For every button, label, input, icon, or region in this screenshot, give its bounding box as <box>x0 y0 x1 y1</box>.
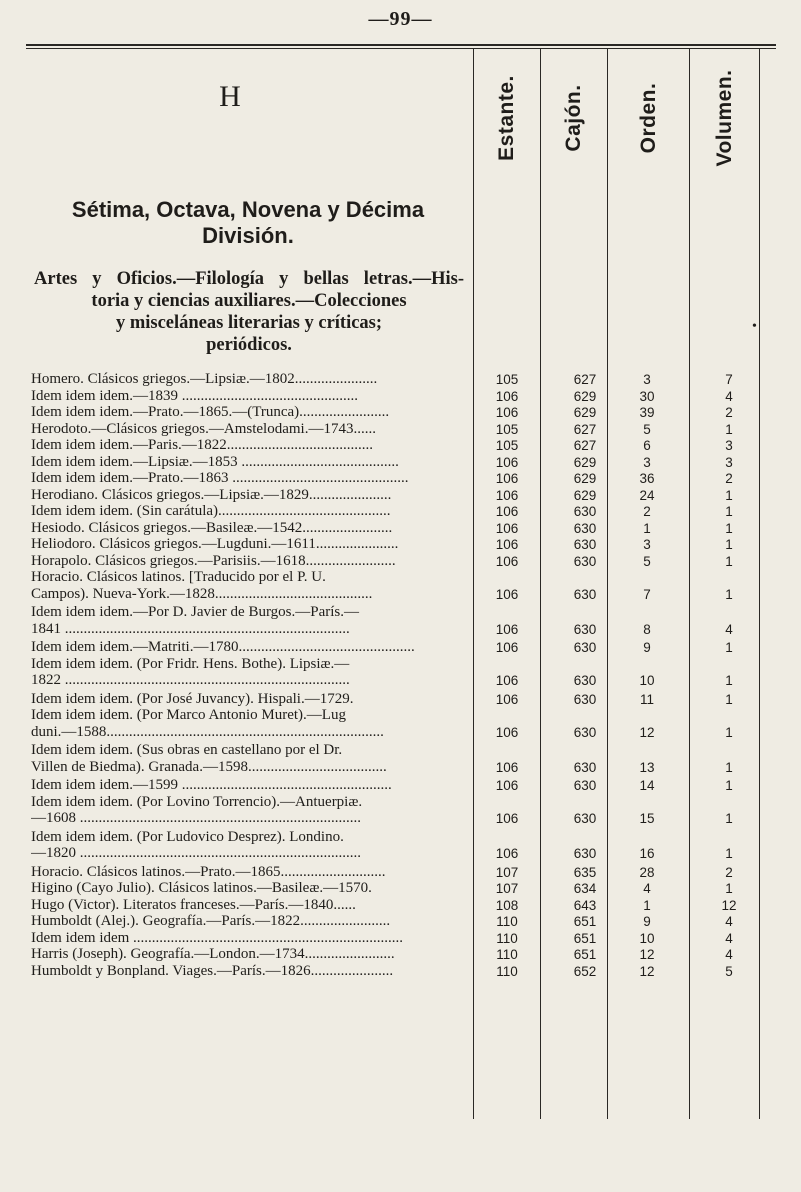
cell-cajon: 629 <box>573 471 597 486</box>
entry-text: Horapolo. Clásicos griegos.—Parisiis.—1618........................ <box>31 553 396 569</box>
cell-orden: 7 <box>643 586 651 602</box>
entry-text: Idem idem idem.—Matriti.—1780............................................... <box>31 640 415 655</box>
cell-estante: 106 <box>495 388 519 404</box>
table-row <box>0 521 801 538</box>
cell-cajon: 630 <box>573 811 597 826</box>
cell-cajon: 630 <box>573 778 597 793</box>
cell-orden: 13 <box>639 759 655 775</box>
table-row <box>0 537 801 554</box>
entry-text: Higino (Cayo Julio). Clásicos latinos.—Basileæ.—1570. <box>31 881 372 896</box>
table-row <box>0 372 801 389</box>
cell-orden: 12 <box>639 724 655 740</box>
cell-cajon: 627 <box>573 372 597 387</box>
entry-text: Herodoto.—Clásicos griegos.—Amstelodami.—1743...... <box>31 421 376 437</box>
entry-text: Idem idem idem.—1839 ............................................... <box>31 388 359 404</box>
cell-cajon: 629 <box>573 405 597 420</box>
table-row <box>0 640 801 657</box>
table-row <box>0 947 801 964</box>
table-row <box>0 405 801 422</box>
cell-volumen: 1 <box>725 691 733 707</box>
cell-estante: 106 <box>495 487 519 503</box>
cell-estante: 106 <box>495 621 519 637</box>
section-title-line: periódicos. <box>206 335 292 355</box>
cell-cajon: 627 <box>573 421 597 437</box>
cell-cajon: 630 <box>573 520 597 536</box>
cell-volumen: 1 <box>725 537 733 552</box>
cell-cajon: 630 <box>573 553 597 569</box>
entry-text: 1822 ............................................................................ <box>31 673 350 688</box>
cell-estante: 106 <box>495 520 519 536</box>
cell-cajon: 630 <box>573 621 597 637</box>
cell-volumen: 1 <box>725 811 733 826</box>
cell-orden: 5 <box>643 553 651 569</box>
cell-orden: 12 <box>639 947 655 962</box>
section-letter: H <box>219 80 241 113</box>
cell-cajon: 652 <box>573 963 597 979</box>
cell-volumen: 1 <box>725 673 733 688</box>
cell-estante: 106 <box>495 691 519 707</box>
cell-estante: 105 <box>495 421 519 437</box>
cell-estante: 110 <box>496 930 518 946</box>
table-row <box>0 554 801 571</box>
cell-orden: 15 <box>639 811 655 826</box>
cell-volumen: 1 <box>725 586 733 602</box>
cell-estante: 110 <box>496 914 518 929</box>
table-row <box>0 914 801 931</box>
cell-cajon: 630 <box>573 691 597 707</box>
table-row <box>0 488 801 505</box>
entry-text: Humboldt (Alej.). Geografía.—París.—1822........................ <box>31 914 391 929</box>
entry-text: Horacio. Clásicos latinos. [Traducido por el P. U. <box>31 570 326 585</box>
cell-estante: 107 <box>495 864 519 880</box>
top-rule <box>26 44 776 46</box>
cell-estante: 106 <box>495 640 519 655</box>
cell-orden: 28 <box>639 864 655 880</box>
cell-estante: 106 <box>495 537 519 552</box>
cell-volumen: 1 <box>725 724 733 740</box>
page-number: —99— <box>368 8 433 30</box>
cell-orden: 4 <box>643 881 651 896</box>
entry-text: Idem idem idem ........................................................................ <box>31 930 404 946</box>
entry-text: Idem idem idem.—Prato.—1863 ............................................... <box>31 471 409 486</box>
entry-text: Idem idem idem.—Paris.—1822....................................... <box>31 438 374 453</box>
cell-orden: 3 <box>643 372 651 387</box>
cell-cajon: 629 <box>573 454 597 470</box>
entry-text: Idem idem idem.—Prato.—1865.—(Trunca)........................ <box>31 405 390 420</box>
cell-estante: 106 <box>495 454 519 470</box>
cell-estante: 106 <box>495 759 519 775</box>
column-header-estante <box>474 58 540 178</box>
cell-estante: 110 <box>496 963 518 979</box>
cell-estante: 105 <box>495 438 519 453</box>
entry-text: Idem idem idem. (Por Fridr. Hens. Bothe). Lipsiæ.— <box>31 656 350 672</box>
table-row <box>0 898 801 915</box>
table-row <box>0 422 801 439</box>
entry-text: Horacio. Clásicos latinos.—Prato.—1865............................ <box>31 864 386 880</box>
cell-orden: 2 <box>643 504 651 519</box>
cell-cajon: 651 <box>573 930 597 946</box>
cell-cajon: 651 <box>573 947 597 962</box>
entry-text: Idem idem idem. (Por Ludovico Desprez). Londino. <box>31 829 344 845</box>
table-row <box>0 389 801 406</box>
cell-estante: 110 <box>496 947 518 962</box>
table-row <box>0 795 801 828</box>
cell-volumen: 1 <box>725 881 733 896</box>
cell-volumen: 3 <box>725 438 733 453</box>
entry-text: Homero. Clásicos griegos.—Lipsiæ.—1802...................... <box>31 372 378 387</box>
top-rule-thin <box>26 48 776 49</box>
entry-text: Idem idem idem.—Por D. Javier de Burgos.—París.— <box>31 605 360 620</box>
cell-orden: 39 <box>639 405 655 420</box>
table-row <box>0 964 801 981</box>
cell-volumen: 1 <box>725 520 733 536</box>
cell-cajon: 643 <box>573 897 597 913</box>
entry-text: Idem idem idem.—Lipsiæ.—1853 .......................................... <box>31 454 399 470</box>
cell-orden: 14 <box>639 778 655 793</box>
cell-volumen: 2 <box>725 864 733 880</box>
entry-text: Hesiodo. Clásicos griegos.—Basileæ.—1542........................ <box>31 520 393 536</box>
entry-text: Idem idem idem.—1599 ........................................................ <box>31 778 392 793</box>
entry-text: 1841 ............................................................................ <box>31 621 350 637</box>
cell-volumen: 1 <box>725 553 733 569</box>
table-row <box>0 570 801 603</box>
column-header-label: Volumen. <box>712 69 736 167</box>
column-header-cajon <box>541 58 607 178</box>
cell-estante: 106 <box>495 846 519 861</box>
division-title: Sétima, Octava, Novena y Décima División. <box>71 197 425 248</box>
entry-text: —1608 ........................................................................... <box>31 811 361 826</box>
cell-orden: 3 <box>643 537 651 552</box>
cell-orden: 6 <box>643 438 651 453</box>
section-title <box>34 268 464 356</box>
table-row <box>0 708 801 741</box>
cell-orden: 16 <box>639 846 655 861</box>
table-row <box>0 438 801 455</box>
table-row <box>0 778 801 795</box>
cell-orden: 8 <box>643 621 651 637</box>
cell-orden: 10 <box>639 930 655 946</box>
section-title-line: Artes y Oficios.—Filología y bellas letras.—His- <box>34 269 464 289</box>
cell-volumen: 4 <box>725 621 733 637</box>
table-row <box>0 881 801 898</box>
cell-estante: 106 <box>495 553 519 569</box>
cell-estante: 106 <box>495 405 519 420</box>
cell-cajon: 630 <box>573 673 597 688</box>
cell-estante: 106 <box>495 778 519 793</box>
cell-orden: 1 <box>643 897 651 913</box>
cell-orden: 24 <box>639 487 655 503</box>
cell-cajon: 630 <box>573 640 597 655</box>
entry-text: —1820 ........................................................................... <box>31 846 361 861</box>
cell-estante: 106 <box>495 724 519 740</box>
table-row <box>0 504 801 521</box>
entry-text: Idem idem idem. (Por Lovino Torrencio).—Antuerpiæ. <box>31 794 363 810</box>
cell-volumen: 1 <box>725 421 733 437</box>
cell-cajon: 634 <box>573 881 597 896</box>
cell-volumen: 4 <box>725 947 733 962</box>
cell-volumen: 3 <box>725 454 733 470</box>
table-row <box>0 692 801 709</box>
entry-text: Humboldt y Bonpland. Viages.—París.—1826...................... <box>31 963 394 979</box>
cell-estante: 106 <box>495 586 519 602</box>
section-title-line: y misceláneas literarias y críticas; <box>115 313 383 333</box>
entry-text: duni.—1588.......................................................................... <box>31 724 384 740</box>
cell-orden: 30 <box>639 388 655 404</box>
table-row <box>0 471 801 488</box>
cell-cajon: 630 <box>573 846 597 861</box>
cell-cajon: 630 <box>573 586 597 602</box>
cell-volumen: 4 <box>725 388 733 404</box>
table-row <box>0 657 801 690</box>
cell-cajon: 630 <box>573 504 597 519</box>
cell-cajon: 627 <box>573 438 597 453</box>
cell-volumen: 7 <box>725 372 733 387</box>
table-row <box>0 743 801 776</box>
cell-orden: 9 <box>643 914 651 929</box>
entry-text: Campos). Nueva-York.—1828.......................................... <box>31 586 373 602</box>
cell-volumen: 1 <box>725 778 733 793</box>
cell-volumen: 1 <box>725 640 733 655</box>
cell-orden: 9 <box>643 640 651 655</box>
cell-volumen: 4 <box>725 930 733 946</box>
cell-orden: 1 <box>643 520 651 536</box>
cell-cajon: 651 <box>573 914 597 929</box>
column-header-volumen <box>690 58 759 178</box>
cell-estante: 106 <box>495 673 519 688</box>
cell-orden: 10 <box>639 673 655 688</box>
column-header-label: Orden. <box>636 82 660 154</box>
entry-text: Villen de Biedma). Granada.—1598..................................... <box>31 759 387 775</box>
cell-cajon: 629 <box>573 388 597 404</box>
entry-text: Idem idem idem. (Sus obras en castellano por el Dr. <box>31 743 343 758</box>
cell-estante: 108 <box>495 897 519 913</box>
table-row <box>0 931 801 948</box>
entry-text: Herodiano. Clásicos griegos.—Lipsiæ.—1829...................... <box>31 487 392 503</box>
cell-estante: 105 <box>495 372 519 387</box>
entry-text: Heliodoro. Clásicos griegos.—Lugduni.—1611...................... <box>31 537 399 552</box>
cell-volumen: 1 <box>725 846 733 861</box>
column-header-orden <box>608 58 689 178</box>
cell-volumen: 12 <box>721 897 737 913</box>
cell-orden: 11 <box>639 691 654 707</box>
table-row <box>0 605 801 638</box>
entry-text: Hugo (Victor). Literatos franceses.—París.—1840...... <box>31 897 356 913</box>
cell-cajon: 635 <box>573 864 597 880</box>
cell-cajon: 630 <box>573 759 597 775</box>
cell-orden: 5 <box>643 421 651 437</box>
cell-estante: 106 <box>495 504 519 519</box>
cell-cajon: 630 <box>573 537 597 552</box>
cell-cajon: 630 <box>573 724 597 740</box>
table-row <box>0 455 801 472</box>
margin-mark: • <box>752 319 757 334</box>
cell-estante: 106 <box>495 811 519 826</box>
cell-orden: 12 <box>639 963 655 979</box>
entry-text: Idem idem idem. (Por José Juvancy). Hispali.—1729. <box>31 691 354 707</box>
cell-cajon: 629 <box>573 487 597 503</box>
cell-volumen: 4 <box>725 914 733 929</box>
cell-estante: 106 <box>495 471 519 486</box>
cell-volumen: 2 <box>725 471 733 486</box>
column-header-label: Estante. <box>495 75 518 161</box>
cell-estante: 107 <box>495 881 519 896</box>
cell-volumen: 1 <box>725 504 733 519</box>
cell-volumen: 1 <box>725 759 733 775</box>
entry-text: Idem idem idem. (Sin carátula).............................................. <box>31 504 391 519</box>
cell-volumen: 5 <box>725 963 733 979</box>
cell-volumen: 1 <box>725 487 733 503</box>
cell-volumen: 2 <box>725 405 733 420</box>
cell-orden: 3 <box>643 454 651 470</box>
entry-text: Harris (Joseph). Geografía.—London.—1734........................ <box>31 947 395 962</box>
entry-text: Idem idem idem. (Por Marco Antonio Muret).—Lug <box>31 708 346 723</box>
cell-orden: 36 <box>639 471 655 486</box>
table-row <box>0 830 801 863</box>
column-header-label: Cajón. <box>562 84 585 152</box>
section-title-line: toria y ciencias auxiliares.—Colecciones <box>91 291 407 311</box>
table-row <box>0 865 801 882</box>
